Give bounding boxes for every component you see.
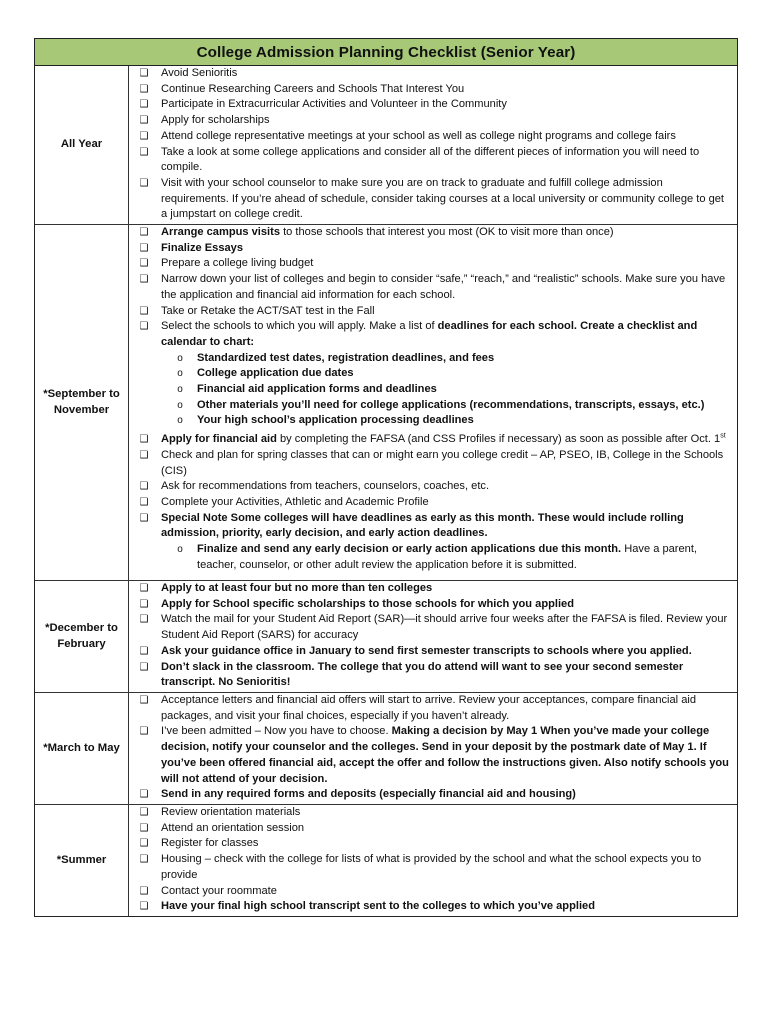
list-item: ❑ Don’t slack in the classroom. The college that you do attend will want to see your second semester transcript. No Senioritis! [129, 660, 737, 691]
checkbox-icon[interactable]: ❑ [139, 274, 149, 286]
bullet-icon: o [177, 399, 183, 411]
list-item: ❑ Take or Retake the ACT/SAT test in the Fall [129, 304, 737, 320]
list-item: ❑ Arrange campus visits to those schools that interest you most (OK to visit more than once) [129, 225, 737, 241]
bullet-icon: o [177, 384, 183, 396]
list-item: ❑ Attend an orientation session [129, 821, 737, 837]
checkbox-icon[interactable]: ❑ [139, 321, 149, 333]
item-list [129, 581, 737, 692]
title-bar [35, 39, 737, 66]
list-item: ❑ Acceptance letters and financial aid offers will start to arrive. Review your acceptances, compare financial aid packages, and visit your final choices, especially if you haven’t already. [129, 693, 737, 724]
checkbox-icon[interactable]: ❑ [139, 177, 149, 189]
list-item: ❑ Participate in Extracurricular Activities and Volunteer in the Community [129, 97, 737, 113]
list-item: ❑ Ask your guidance office in January to send first semester transcripts to schools where you applied. [129, 644, 737, 660]
sub-list-item: o Your high school’s application processing deadlines [129, 413, 737, 429]
page-title: College Admission Planning Checklist (Senior Year) [196, 43, 576, 61]
checkbox-icon[interactable]: ❑ [139, 68, 149, 79]
bullet-icon: o [177, 352, 183, 364]
list-item: ❑ Apply for School specific scholarships to those schools for which you applied [129, 597, 737, 613]
item-list [129, 805, 737, 916]
list-item: ❑ Register for classes [129, 836, 737, 852]
checkbox-icon[interactable]: ❑ [139, 130, 149, 142]
checkbox-icon[interactable]: ❑ [139, 661, 149, 673]
list-item: ❑ Watch the mail for your Student Aid Report (SAR)—it should arrive four weeks after the FAFSA is filed. Review your Student Aid Report (SARS) for accuracy [129, 612, 737, 643]
list-item: ❑ Avoid Senioritis [129, 66, 737, 82]
sub-list-item: o Standardized test dates, registration deadlines, and fees [129, 351, 737, 367]
checkbox-icon[interactable]: ❑ [139, 838, 149, 850]
checkbox-icon[interactable]: ❑ [139, 583, 149, 594]
row-december-february [35, 581, 737, 693]
list-item: ❑ Prepare a college living budget [129, 256, 737, 272]
list-item: ❑ Check and plan for spring classes that can or might earn you college credit – AP, PSEO, IB, College in the Schools (CIS) [129, 448, 737, 479]
list-item: ❑ Select the schools to which you will apply. Make a list of deadlines for each school. Create a checklist and calendar to chart: [129, 319, 737, 350]
list-item: ❑ Special Note Some colleges will have deadlines as early as this month. These would include rolling admission, priority, early decision, and early action deadlines. [129, 511, 737, 542]
period-label: *Summer [35, 805, 129, 916]
item-list [129, 66, 737, 224]
checkbox-icon[interactable]: ❑ [139, 822, 149, 834]
list-item: ❑ I’ve been admitted – Now you have to choose. Making a decision by May 1 When you’ve made your college decision, notify your counselor and the colleges. Send in your deposit by the postmark date of May 1. If you’ve been offered financial aid, accept the offer and follow the instructions given. Also notify schools you will not attend of your decision. [129, 724, 737, 787]
list-item: ❑ Apply for scholarships [129, 113, 737, 129]
checkbox-icon[interactable]: ❑ [139, 789, 149, 801]
item-list [129, 693, 737, 804]
period-label: *September to November [35, 225, 129, 580]
list-item: ❑ Finalize Essays [129, 241, 737, 257]
checkbox-icon[interactable]: ❑ [139, 258, 149, 270]
list-item: ❑ Complete your Activities, Athletic and Academic Profile [129, 495, 737, 511]
list-item: ❑ Visit with your school counselor to make sure you are on track to graduate and fulfill college admission requirements. If you’re ahead of schedule, consider taking courses at a local university or community college to get a jumpstart on college credit. [129, 176, 737, 223]
row-september-november [35, 225, 737, 581]
checkbox-icon[interactable]: ❑ [139, 695, 149, 706]
list-item: ❑ Continue Researching Careers and Schools That Interest You [129, 82, 737, 98]
checkbox-icon[interactable]: ❑ [139, 726, 149, 738]
list-item: ❑ Ask for recommendations from teachers, counselors, coaches, etc. [129, 479, 737, 495]
list-item: ❑ Housing – check with the college for lists of what is provided by the school and what the school expects you to provide [129, 852, 737, 883]
list-item: ❑ Apply to at least four but no more than ten colleges [129, 581, 737, 597]
checkbox-icon[interactable]: ❑ [139, 115, 149, 127]
checkbox-icon[interactable]: ❑ [139, 512, 149, 524]
period-label: *December to February [35, 581, 129, 692]
sub-list-item: o Finalize and send any early decision or early action applications due this month. Have a parent, teacher, counselor, or other adult review the application before it is submitted. [129, 542, 737, 573]
sub-list-item: o College application due dates [129, 366, 737, 382]
checkbox-icon[interactable]: ❑ [139, 305, 149, 317]
checkbox-icon[interactable]: ❑ [139, 807, 149, 818]
bullet-icon: o [177, 368, 183, 380]
checkbox-icon[interactable]: ❑ [139, 227, 149, 238]
list-item: ❑ Review orientation materials [129, 805, 737, 821]
list-item: ❑ Attend college representative meetings at your school as well as college night programs and college fairs [129, 129, 737, 145]
list-item: ❑ Contact your roommate [129, 884, 737, 900]
checkbox-icon[interactable]: ❑ [139, 645, 149, 657]
period-label: *March to May [35, 693, 129, 804]
sub-list-item: o Financial aid application forms and deadlines [129, 382, 737, 398]
list-item: ❑ Narrow down your list of colleges and begin to consider “safe,” “reach,” and “realistic” schools. Make sure you have the application and financial aid information for each school. [129, 272, 737, 303]
bullet-icon: o [177, 415, 183, 427]
list-item: ❑ Send in any required forms and deposits (especially financial aid and housing) [129, 787, 737, 803]
list-item: ❑ Take a look at some college applications and consider all of the different pieces of information you will need to compile. [129, 145, 737, 176]
checkbox-icon[interactable]: ❑ [139, 481, 149, 493]
checkbox-icon[interactable]: ❑ [139, 434, 149, 446]
checkbox-icon[interactable]: ❑ [139, 854, 149, 866]
checkbox-icon[interactable]: ❑ [139, 496, 149, 508]
bullet-icon: o [177, 544, 183, 556]
sub-list-item: o Other materials you’ll need for college applications (recommendations, transcripts, essays, etc.) [129, 398, 737, 414]
list-item: ❑ Apply for financial aid by completing the FAFSA (and CSS Profiles if necessary) as soon as possible after Oct. 1st [129, 432, 737, 448]
checklist-table [34, 38, 738, 917]
row-march-may [35, 693, 737, 805]
checkbox-icon[interactable]: ❑ [139, 449, 149, 461]
checkbox-icon[interactable]: ❑ [139, 242, 149, 254]
checkbox-icon[interactable]: ❑ [139, 901, 149, 913]
row-summer [35, 805, 737, 916]
list-item: ❑ Have your final high school transcript sent to the colleges to which you’ve applied [129, 899, 737, 915]
checkbox-icon[interactable]: ❑ [139, 146, 149, 158]
checkbox-icon[interactable]: ❑ [139, 83, 149, 95]
checkbox-icon[interactable]: ❑ [139, 885, 149, 897]
checkbox-icon[interactable]: ❑ [139, 614, 149, 626]
checkbox-icon[interactable]: ❑ [139, 598, 149, 610]
period-label: All Year [35, 66, 129, 224]
row-all-year [35, 66, 737, 225]
item-list [129, 225, 737, 580]
checkbox-icon[interactable]: ❑ [139, 99, 149, 111]
